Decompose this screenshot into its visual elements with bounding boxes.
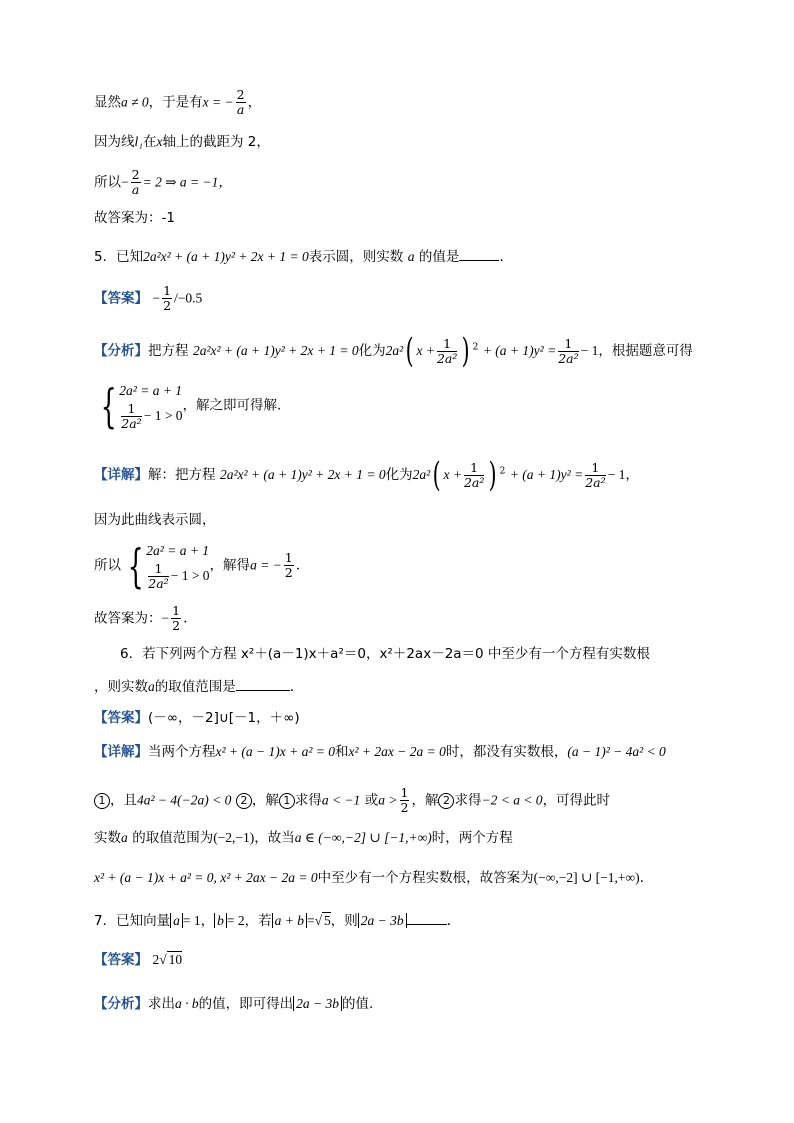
text: 时，都没有实数根，: [445, 744, 568, 760]
math: l₁: [134, 134, 143, 149]
text: ，: [247, 94, 262, 111]
text: ，解之即可得解.: [182, 397, 282, 414]
text: 的值，即可得出: [198, 996, 294, 1012]
text: .: [295, 557, 301, 574]
math: −2 < a < 0: [481, 792, 543, 808]
text: ，: [200, 913, 215, 929]
math: 2a² = a + 1: [119, 383, 183, 398]
text: 的取值范围为: [132, 830, 214, 846]
math: a: [121, 830, 128, 845]
q5-detail-line-3: 所以 { 2a² = a + 1 $\frac{1}{\text{2a²}}$ − 1 > 0 ，解得a = − $\frac{1}{2}$ .: [94, 538, 301, 593]
intro-line-4: [94, 208, 175, 228]
text: ，解得: [209, 557, 251, 574]
text: .: [183, 610, 188, 627]
text: 把方程: [148, 343, 189, 359]
q7-answer: 【答案】 2√ 10: [94, 952, 183, 968]
q6-detail-line-2: [94, 786, 610, 815]
detail-tag: 【详解】: [94, 744, 148, 760]
math: + (a + 1)y² =: [509, 467, 584, 482]
fraction: $\frac{1}{2}$: [163, 283, 172, 313]
q6-detail-line-4: [94, 868, 644, 888]
answer-tag: 【答案】: [94, 710, 148, 726]
text: 解：把方程: [148, 467, 216, 483]
text: 在: [142, 134, 157, 150]
sqrt-value: 10: [168, 952, 183, 967]
math: x +: [416, 343, 435, 358]
circled-number: 2: [236, 793, 252, 809]
text: 故答案为：: [94, 610, 162, 627]
text: 显然: [94, 94, 121, 111]
q7-analysis: [94, 994, 373, 1014]
math: − 1 > 0: [170, 568, 210, 583]
math: a = −: [250, 557, 282, 573]
text: ，则实数: [94, 679, 148, 695]
answer-tag: 【答案】: [94, 952, 148, 968]
text: 6．若下列两个方程 x²＋(a－1)x＋a²＝0，x²＋2ax－2a＝0 中至少有一个方程有实数根: [120, 646, 650, 662]
fraction: $\frac{1}{\text{2a²}}$: [436, 335, 458, 366]
math: a: [148, 679, 155, 694]
math: x: [156, 134, 163, 149]
math: = 2: [226, 913, 245, 928]
fraction: $\frac{1}{\text{2a²}}$: [148, 561, 169, 591]
text: 中至少有一个方程实数根，故答案为: [317, 870, 534, 886]
math: x² + 2ax − 2a = 0: [348, 744, 446, 759]
text: 的值是: [418, 249, 460, 265]
vector-norm: a + b: [272, 913, 307, 928]
text: .: [289, 679, 295, 695]
text: 化为: [358, 343, 386, 359]
text: 当两个方程: [148, 744, 216, 760]
q5-analysis-system: { 2a² = a + 1 $\frac{1}{\text{2a²}}$ − 1 > 0 ，解之即可得解.: [100, 378, 282, 433]
math: − 1 > 0: [143, 408, 183, 423]
math: =: [306, 913, 315, 928]
math: −: [161, 610, 170, 626]
text: 故答案为：-1: [94, 210, 175, 226]
math: x = −: [202, 94, 234, 110]
sqrt-value: 5: [324, 913, 331, 928]
answer-blank: [407, 910, 447, 925]
answer-tag: 【答案】: [94, 290, 148, 307]
math: = 2 ⇒ a = −1，: [142, 174, 232, 190]
math: 2a²x² + (a + 1)y² + 2x + 1 = 0: [143, 249, 309, 264]
fraction: $\frac{1}{\text{2a²}}$: [585, 459, 606, 490]
q5-answer: [94, 284, 202, 313]
q6-answer: [94, 708, 300, 728]
detail-tag: 【详解】: [94, 467, 148, 483]
analysis-tag: 【分析】: [94, 343, 148, 359]
q5-detail-line-4: [94, 604, 188, 633]
math: a ∈ (−∞,−2] ∪ [−1,+∞): [294, 830, 432, 845]
circled-number: 1: [279, 793, 295, 809]
math: /−0.5: [174, 290, 203, 306]
text: 所以: [94, 174, 121, 191]
text: 求得: [454, 792, 482, 809]
q5-detail: 【详解】解：把方程 2a²x² + (a + 1)y² + 2x + 1 = 0化为2a²( x + $\frac{1}{\text{2a²}}$ ) $^2$ + (a + 1)y² = $\frac{1}{\text{2a²}}$ − 1，: [94, 455, 639, 495]
math: + (a + 1)y² =: [482, 343, 557, 358]
text: 7．已知向量: [94, 913, 171, 929]
math: 2: [152, 952, 160, 967]
text: 表示圆，则实数: [308, 249, 404, 265]
text: 的值.: [342, 996, 374, 1012]
math: (a − 1)² − 4a² < 0: [567, 744, 666, 759]
text: 因为线: [94, 134, 135, 150]
vector-norm: 2a − 3b: [293, 996, 342, 1011]
text: ，则: [330, 913, 358, 929]
fraction: $\frac{1}{\text{2a²}}$: [463, 459, 485, 490]
math: −: [152, 290, 161, 306]
math: (−2,−1): [213, 830, 255, 845]
text: ，解: [251, 792, 279, 809]
text: 和: [335, 744, 349, 760]
math: x² + (a − 1)x + a² = 0, x² + 2ax − 2a = 0: [94, 870, 318, 885]
math: 2a²x² + (a + 1)y² + 2x + 1 = 0: [219, 467, 386, 482]
intro-line-1: [94, 88, 261, 117]
math: a · b: [175, 996, 199, 1011]
fraction: $\frac{1}{2}$: [400, 785, 409, 815]
text: .: [446, 913, 452, 929]
math: 2a²: [412, 467, 431, 482]
vector-norm: a: [170, 913, 183, 928]
q6-detail-line-1: [94, 742, 666, 762]
vector-norm: b: [214, 913, 227, 928]
text: .: [499, 249, 504, 265]
fraction: $\frac{1}{2}$: [172, 603, 181, 633]
answer-blank: [236, 676, 290, 691]
math: 4a² − 4(−2a) < 0: [137, 792, 232, 808]
intro-line-2: [94, 132, 270, 152]
math: = 1: [182, 913, 201, 928]
math: − 1: [607, 467, 626, 482]
text: ，: [625, 467, 639, 483]
text: ，故当: [254, 830, 295, 846]
math: − 1: [580, 343, 599, 358]
text: 或: [364, 792, 379, 809]
math: 2a²x² + (a + 1)y² + 2x + 1 = 0: [192, 343, 359, 358]
text: ，可得此时: [542, 792, 611, 809]
text: .: [639, 870, 645, 886]
circled-number: 2: [438, 793, 454, 809]
equation-system: [146, 540, 209, 591]
text: ，若: [244, 913, 272, 929]
text: ，于是有: [148, 94, 203, 111]
text: 所以: [94, 557, 121, 574]
text: ，且: [110, 792, 137, 809]
vector-norm: 2a − 3b: [358, 913, 407, 928]
fraction: $\frac{1}{\text{2a²}}$: [121, 401, 142, 431]
text: 化为: [385, 467, 413, 483]
text: 轴上的截距为 2，: [162, 134, 270, 150]
text: ，解: [411, 792, 439, 809]
text: 求出: [148, 996, 175, 1012]
q6-stem-line-1: [120, 644, 650, 664]
q5-stem: [94, 246, 504, 267]
q5-detail-line-2: [94, 510, 216, 530]
equation-system: [119, 380, 182, 431]
analysis-tag: 【分析】: [94, 996, 148, 1012]
math: x² + (a − 1)x + a² = 0: [215, 744, 336, 759]
text: 时，两个方程: [431, 830, 513, 846]
q6-detail-line-3: [94, 828, 513, 848]
math: 2a² = a + 1: [146, 543, 210, 558]
text: (－∞，－2]∪[－1，＋∞): [148, 710, 300, 726]
text: 5．已知: [94, 249, 144, 265]
text: 的取值范围是: [154, 679, 236, 695]
fraction: $\frac{2}{a}$: [131, 167, 140, 197]
math: a >: [378, 792, 398, 808]
text: 求得: [294, 792, 322, 809]
intro-line-3: 所以− $\frac{2}{a}$ = 2 ⇒ a = −1，: [94, 167, 232, 197]
text: 因为此曲线表示圆，: [94, 512, 216, 528]
math: (−∞,−2] ∪ [−1,+∞): [533, 870, 640, 885]
math: x +: [443, 467, 462, 482]
math: a < −1: [321, 792, 361, 808]
q6-stem-line-2: [94, 676, 294, 697]
fraction: $\frac{2}{a}$: [236, 87, 245, 117]
fraction: $\frac{1}{\text{2a²}}$: [558, 335, 579, 366]
text: 实数: [94, 830, 121, 846]
math: a ≠ 0: [121, 94, 149, 110]
q5-analysis: 【分析】把方程 2a²x² + (a + 1)y² + 2x + 1 = 0化为2a²( x + $\frac{1}{\text{2a²}}$ ) $^2$ + (a + 1)y² = $\frac{1}{\text{2a²}}$ − 1，根据题意可得: [94, 331, 693, 371]
math: a: [407, 249, 415, 264]
fraction: $\frac{1}{2}$: [284, 550, 293, 580]
answer-blank: [459, 246, 499, 261]
math: 2a²: [385, 343, 404, 358]
circled-number: 1: [94, 793, 110, 809]
q7-stem: 7．已知向量 a = 1， b = 2，若 a + b =√ 5，则 2a − 3b .: [94, 910, 451, 931]
text: ，根据题意可得: [598, 343, 693, 359]
